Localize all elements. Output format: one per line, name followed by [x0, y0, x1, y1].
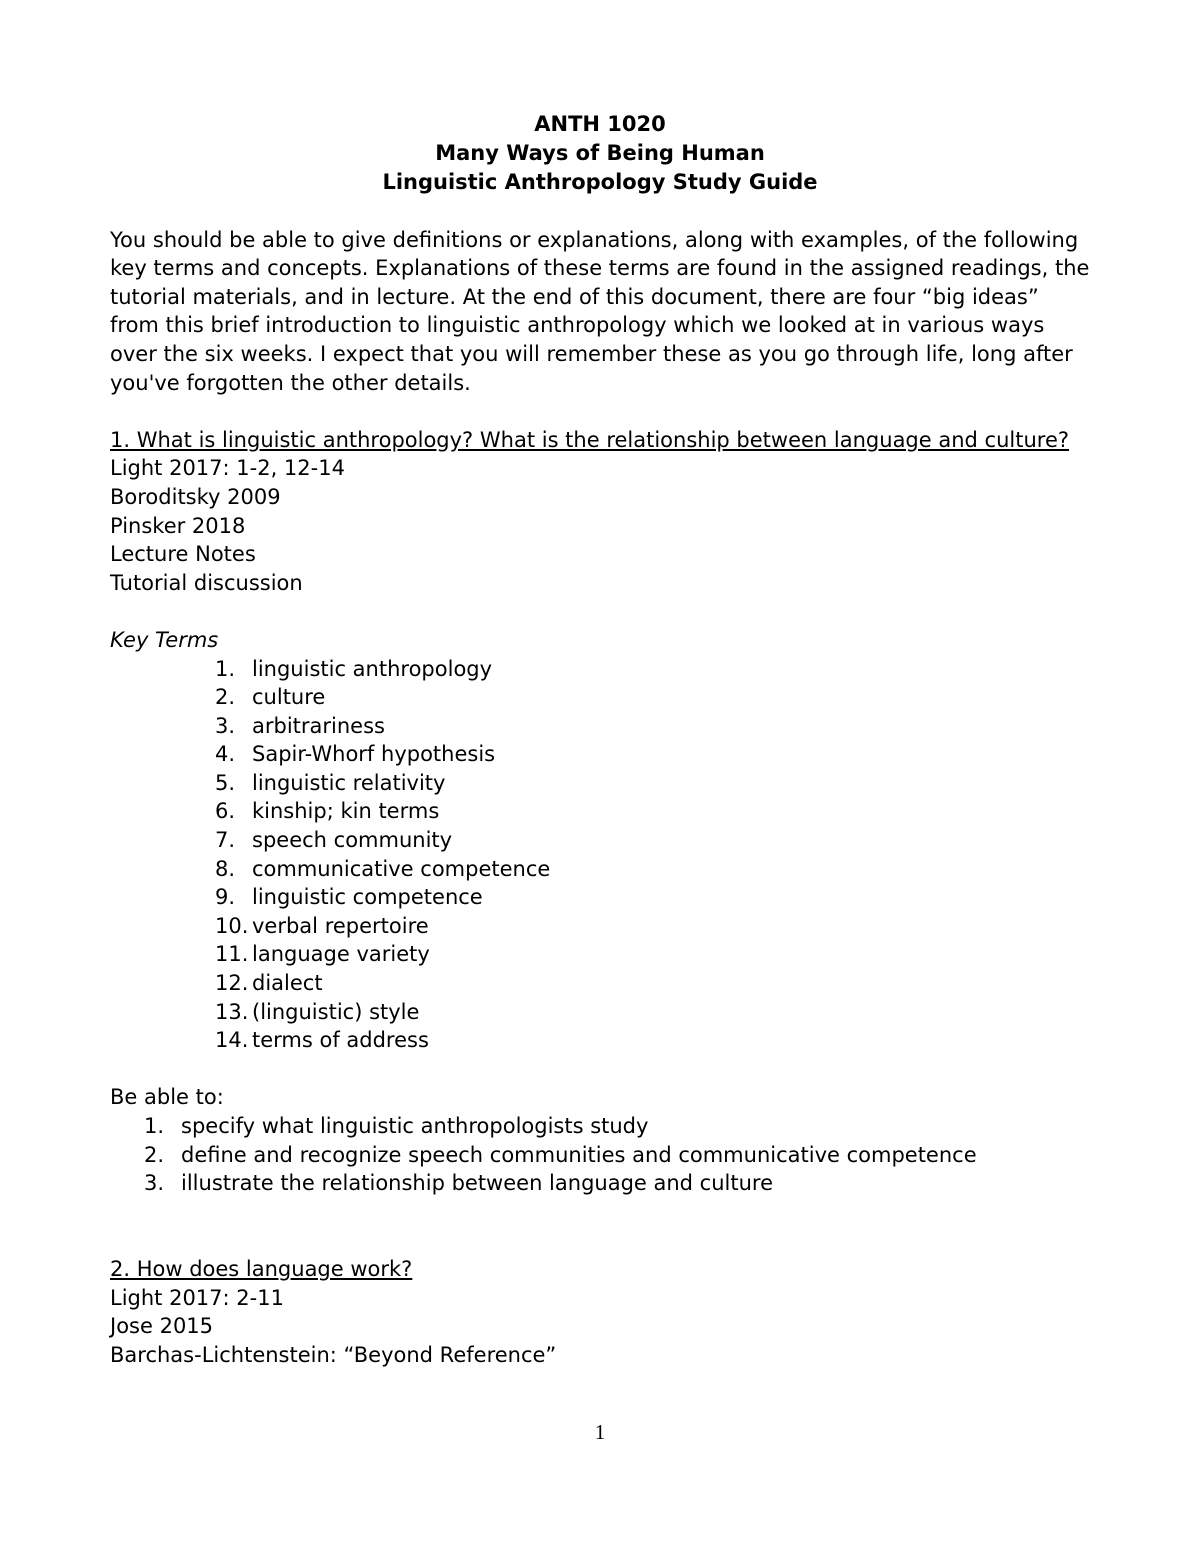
course-code: ANTH 1020: [534, 112, 666, 136]
intro-paragraph: You should be able to give definitions or explanations, along with examples, of the following key terms and concepts. Explanations of these terms are found in the assigned readings, the tutorial materials, and in lecture. At the end of this document, there are four “big ideas” from this brief introduction to linguistic anthropology which we looked at in various ways over the six weeks. I expect that you will remember these as you go through life, long after you've forgotten the other details.: [110, 227, 1090, 395]
list-item: 1. linguistic anthropology: [215, 656, 493, 681]
be-able-label: Be able to:: [110, 1085, 224, 1110]
list-item: 5. linguistic relativity: [215, 770, 446, 795]
list-item: 10. verbal repertoire: [215, 913, 429, 938]
list-item: 6. kinship; kin terms: [215, 799, 440, 824]
list-item: 1. specify what linguistic anthropologists study: [144, 1114, 649, 1138]
list-item: 3. arbitrariness: [215, 713, 385, 738]
list-item: 14. terms of address: [215, 1028, 429, 1053]
list-item: 11. language variety: [215, 942, 430, 967]
reading-item: Barchas-Lichtenstein: “Beyond Reference”: [110, 1342, 557, 1367]
section-1-heading: 1. What is linguistic anthropology? What is the relationship between language and culture?: [110, 427, 1070, 452]
list-item: 12. dialect: [215, 971, 323, 996]
list-item: 7. speech community: [215, 828, 453, 853]
reading-item: Light 2017: 2-11: [110, 1285, 284, 1310]
key-terms-list: [110, 655, 1090, 1055]
list-item: 9. linguistic competence: [215, 885, 483, 910]
page-number: 1: [594, 1420, 606, 1444]
reading-item: Jose 2015: [110, 1314, 214, 1339]
list-item: 2. culture: [215, 685, 326, 710]
reading-item: Pinsker 2018: [110, 513, 246, 538]
document-page: [110, 110, 1090, 1369]
section-1-readings: [110, 454, 1090, 597]
section-2-heading: 2. How does language work?: [110, 1256, 413, 1281]
list-item: 13. (linguistic) style: [215, 999, 420, 1024]
reading-item: Tutorial discussion: [110, 570, 303, 595]
course-title: Many Ways of Being Human: [435, 141, 765, 165]
be-able-list: [110, 1112, 1090, 1198]
title-block: [110, 110, 1090, 197]
key-terms-label: Key Terms: [110, 627, 219, 652]
list-item: 3. illustrate the relationship between language and culture: [144, 1171, 774, 1196]
reading-item: Light 2017: 1-2, 12-14: [110, 456, 345, 481]
list-item: 4. Sapir-Whorf hypothesis: [215, 742, 496, 767]
list-item: 8. communicative competence: [215, 856, 551, 881]
list-item: 2. define and recognize speech communities and communicative competence: [144, 1142, 977, 1167]
reading-item: Boroditsky 2009: [110, 484, 281, 509]
guide-title: Linguistic Anthropology Study Guide: [382, 170, 818, 194]
reading-item: Lecture Notes: [110, 542, 256, 567]
section-2-readings: [110, 1284, 1090, 1370]
